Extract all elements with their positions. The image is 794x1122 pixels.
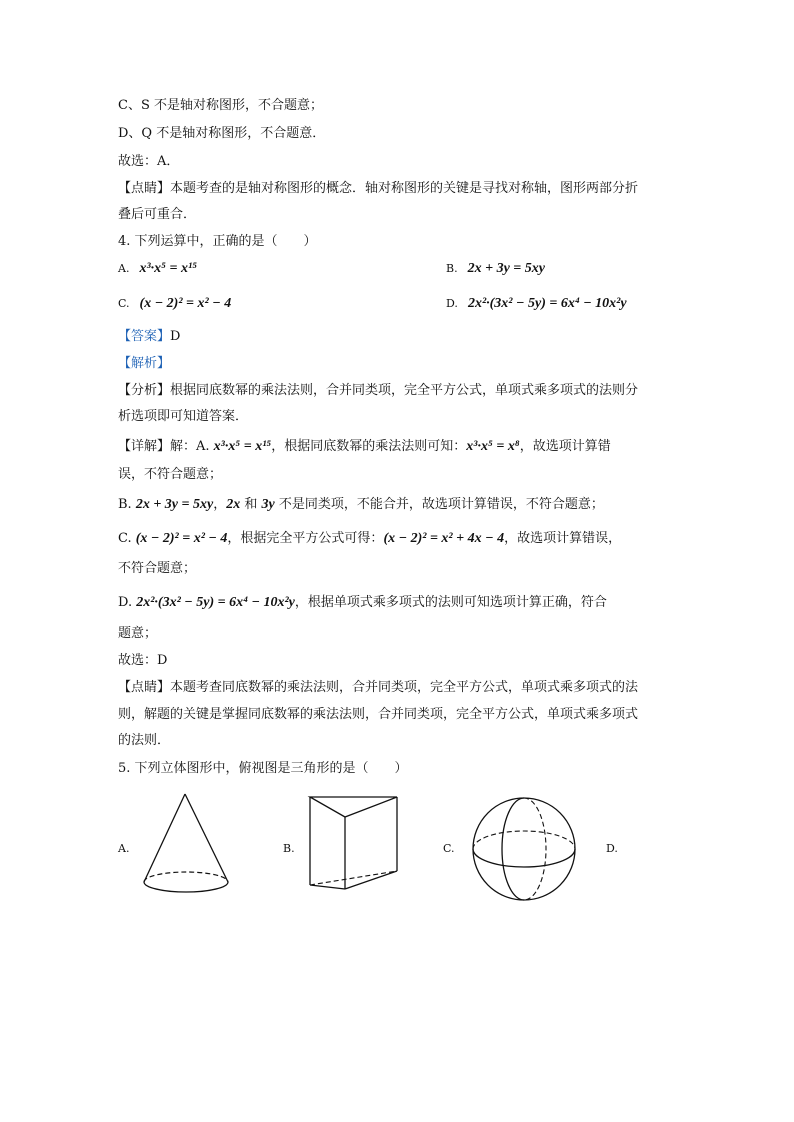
q3-line-c: C、S 不是轴对称图形，不合题意； xyxy=(118,98,323,113)
detail-b-e1: 2x xyxy=(226,497,241,512)
detail-b-pre: B. xyxy=(118,497,136,512)
q4-option-d xyxy=(446,294,627,314)
option-label: D. xyxy=(446,297,458,310)
q4-fenxi-line-2: 析选项即可知道答案． xyxy=(118,409,249,424)
detail-d-expr: 2x²·(3x² − 5y) = 6x⁴ − 10x²y xyxy=(136,595,295,610)
q4-comment-line-2: 则，解题的关键是掌握同底数幂的乘法法则，合并同类项，完全平方公式，单项式乘多项式 xyxy=(118,707,639,722)
q3-choose: 故选：A． xyxy=(118,154,180,169)
detail-a-mid: ，根据同底数幂的乘法法则可知： xyxy=(271,439,467,454)
detail-b-expr: 2x + 3y = 5xy xyxy=(135,497,214,512)
detail-tag: 【详解】 xyxy=(118,439,171,454)
q5-label-c: C. xyxy=(443,842,455,855)
q4-detail-a-2: 误，不符合题意； xyxy=(118,467,223,482)
answer-tag: 【答案】 xyxy=(118,329,171,344)
sphere-figure xyxy=(468,795,580,905)
q4-stem: 4. 下列运算中，正确的是（ ） xyxy=(118,234,317,249)
q4-detail-a xyxy=(118,438,611,456)
detail-a-pre: 解：A. xyxy=(170,439,214,454)
detail-b-post: 不是同类项，不能合并，故选项计算错误，不符合题意； xyxy=(274,497,604,512)
answer-value: D xyxy=(170,329,181,344)
detail-b-and: 和 xyxy=(240,497,262,512)
q4-fenxi-line-1 xyxy=(118,382,638,400)
q3-comment-text-1: 本题考查的是轴对称图形的概念．轴对称图形的关键是寻找对称轴，图形两部分折 xyxy=(170,181,639,196)
option-expr: x³·x⁵ = x¹⁵ xyxy=(139,261,198,276)
q4-option-c xyxy=(118,294,231,314)
option-expr: 2x + 3y = 5xy xyxy=(467,261,545,276)
detail-a-post: ，故选项计算错 xyxy=(519,439,611,454)
q4-comment-tag: 【点睛】 xyxy=(118,680,171,695)
q4-option-a xyxy=(118,259,197,279)
q3-line-d: D、Q 不是轴对称图形，不合题意． xyxy=(118,126,326,141)
option-label: B. xyxy=(446,262,458,275)
option-expr: (x − 2)² = x² − 4 xyxy=(139,296,232,311)
q4-comment-text-1: 本题考查同底数幂的乘法法则，合并同类项，完全平方公式，单项式乘多项式的法 xyxy=(170,680,639,695)
option-expr: 2x²·(3x² − 5y) = 6x⁴ − 10x²y xyxy=(467,296,627,311)
detail-a-expr-2: x³·x⁵ = x⁸ xyxy=(466,439,520,454)
q4-answer xyxy=(118,328,180,346)
q5-stem: 5. 下列立体图形中，俯视图是三角形的是（ ） xyxy=(118,761,408,776)
cone-figure xyxy=(138,790,236,900)
detail-c-expr-1: (x − 2)² = x² − 4 xyxy=(135,531,228,546)
option-label: A. xyxy=(118,262,130,275)
detail-d-post: ，根据单项式乘多项式的法则可知选项计算正确，符合 xyxy=(294,595,607,610)
q3-comment-tag: 【点睛】 xyxy=(118,181,171,196)
q4-comment-line-3: 的法则． xyxy=(118,733,171,748)
detail-c-expr-2: (x − 2)² = x² + 4x − 4 xyxy=(383,531,505,546)
q3-comment-line-2: 叠后可重合． xyxy=(118,207,197,222)
detail-b-e2: 3y xyxy=(261,497,275,512)
fenxi-tag: 【分析】 xyxy=(118,383,171,398)
q4-detail-d-2: 题意； xyxy=(118,626,158,641)
detail-c-mid: ，根据完全平方公式可得： xyxy=(227,531,384,546)
q4-detail-c-2: 不符合题意； xyxy=(118,561,197,576)
q4-choose: 故选：D xyxy=(118,653,168,668)
q5-label-a: A. xyxy=(118,842,130,855)
detail-a-expr-1: x³·x⁵ = x¹⁵ xyxy=(213,439,272,454)
detail-b-mid: ， xyxy=(213,497,227,512)
q4-option-b xyxy=(446,259,545,279)
fenxi-text-1: 根据同底数幂的乘法法则，合并同类项，完全平方公式，单项式乘多项式的法则分 xyxy=(170,383,639,398)
q4-detail-c xyxy=(118,530,621,548)
detail-c-pre: C. xyxy=(118,531,136,546)
triangular-prism-figure xyxy=(305,793,405,893)
detail-c-post: ，故选项计算错误， xyxy=(504,531,622,546)
q4-comment-line-1 xyxy=(118,679,638,697)
q5-label-b: B. xyxy=(283,842,295,855)
detail-d-pre: D. xyxy=(118,595,137,610)
option-label: C. xyxy=(118,297,130,310)
q4-detail-b xyxy=(118,496,604,514)
q5-label-d: D. xyxy=(606,842,618,855)
q3-comment-line-1 xyxy=(118,180,638,198)
q4-detail-d xyxy=(118,594,607,612)
q4-analysis-tag: 【解析】 xyxy=(118,356,171,371)
